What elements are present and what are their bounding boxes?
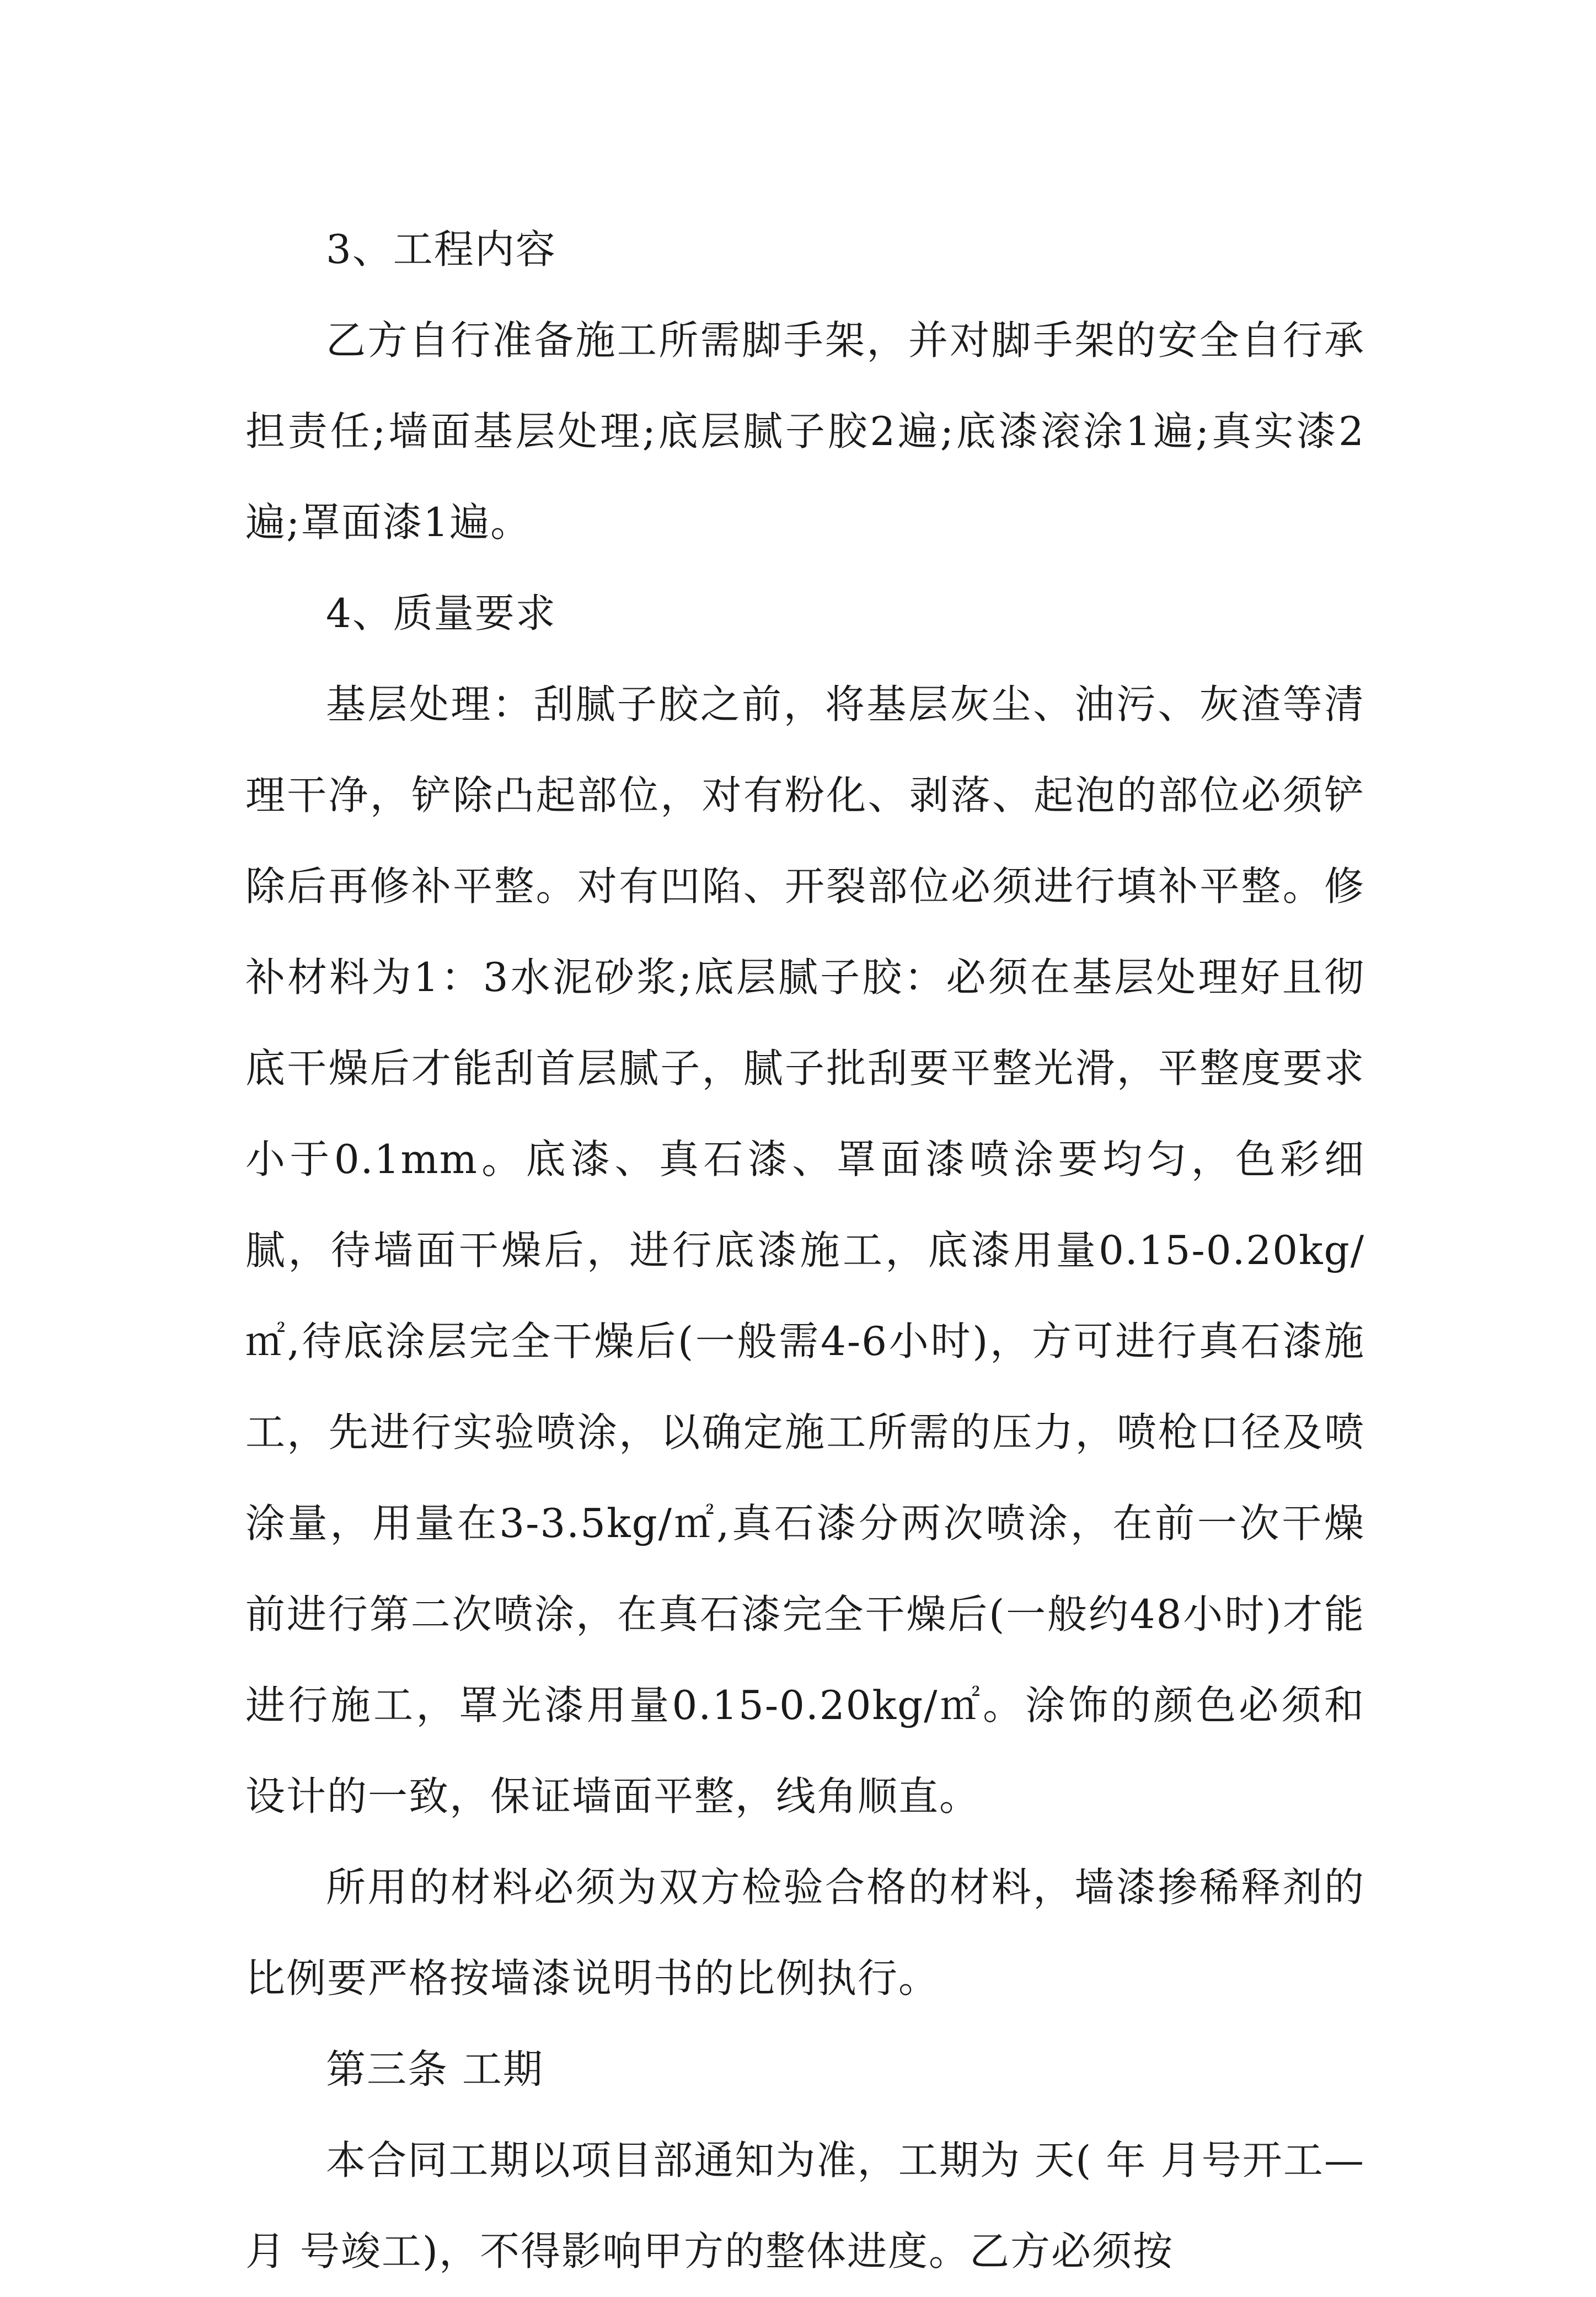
section-heading-work-content: 3、工程内容 <box>326 226 556 272</box>
document-body <box>245 204 1365 2297</box>
article-heading-schedule: 第三条 工期 <box>326 2046 544 2092</box>
paragraph-materials: 所用的材料必须为双方检验合格的材料，墙漆掺稀释剂的比例要严格按墙漆说明书的比例执行。 <box>245 1864 1365 2001</box>
section-heading-quality-requirements: 4、质量要求 <box>326 590 556 636</box>
paragraph-base-treatment: 基层处理：刮腻子胶之前，将基层灰尘、油污、灰渣等清理干净，铲除凸起部位，对有粉化、剥落、起泡的部位必须铲除后再修补平整。对有凹陷、开裂部位必须进行填补平整。修补材料为1：3水泥砂浆;底层腻子胶：必须在基层处理好且彻底干燥后才能刮首层腻子，腻子批刮要平整光滑，平整度要求小于0.1mm。底漆、真石漆、罩面漆喷涂要均匀，色彩细腻，待墙面干燥后，进行底漆施工，底漆用量0.15-0.20kg/㎡,待底涂层完全干燥后(一般需4-6小时)，方可进行真石漆施工，先进行实验喷涂，以确定施工所需的压力，喷枪口径及喷涂量，用量在3-3.5kg/㎡,真石漆分两次喷涂，在前一次干燥前进行第二次喷涂，在真石漆完全干燥后(一般约48小时)才能进行施工，罩光漆用量0.15-0.20kg/㎡。涂饰的颜色必须和设计的一致，保证墙面平整，线角顺直。 <box>245 681 1365 1819</box>
paragraph-schedule: 本合同工期以项目部通知为准，工期为 天( 年 月号开工— 月 号竣工)，不得影响甲方的整体进度。乙方必须按 <box>245 2137 1365 2274</box>
paragraph-work-content: 乙方自行准备施工所需脚手架，并对脚手架的安全自行承担责任;墙面基层处理;底层腻子胶2遍;底漆滚涂1遍;真实漆2遍;罩面漆1遍。 <box>245 317 1365 545</box>
